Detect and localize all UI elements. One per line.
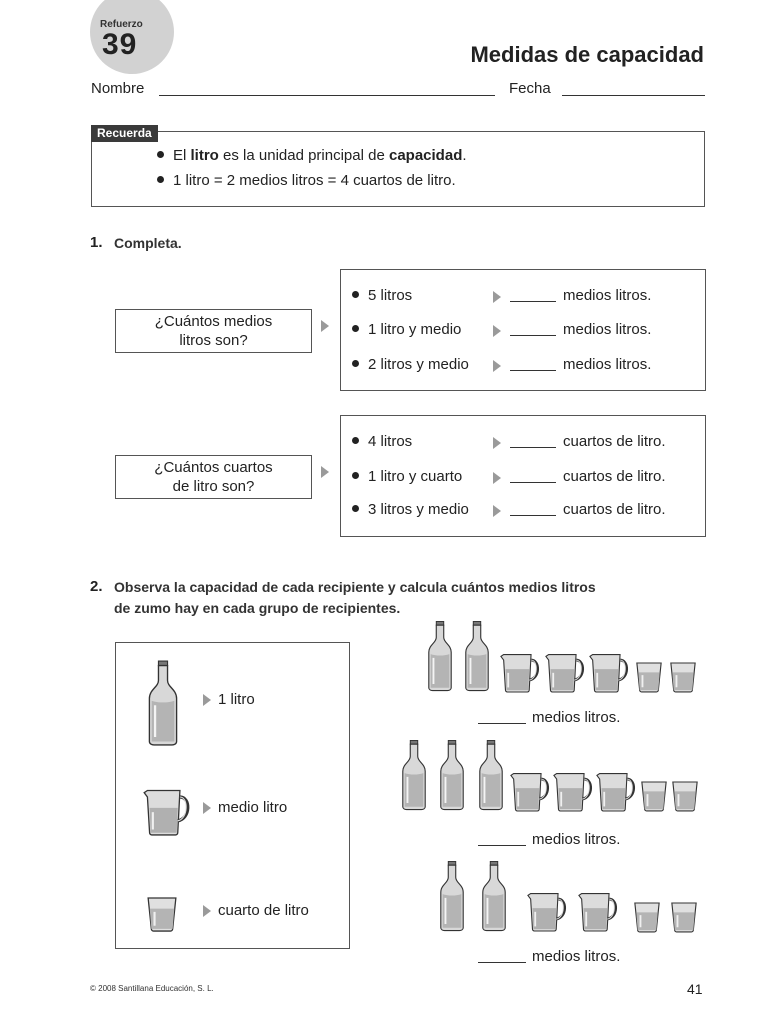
- amount-row: 4 litros: [352, 433, 412, 450]
- date-field[interactable]: [562, 95, 705, 96]
- amount-row: 1 litro y cuarto: [352, 468, 462, 485]
- bullet-icon: [157, 151, 164, 158]
- bottle-icon: [426, 618, 454, 694]
- name-label: Nombre: [91, 80, 145, 97]
- unit-label: medios litros.: [563, 321, 652, 338]
- unit-label: medios litros.: [563, 356, 652, 373]
- glass-icon: [669, 660, 697, 694]
- glass-icon: [635, 660, 663, 694]
- unit-label: cuartos de litro.: [563, 433, 666, 450]
- amount-row: 2 litros y medio: [352, 356, 469, 373]
- arrow-right-icon: [493, 359, 501, 377]
- page-number: 41: [687, 981, 703, 997]
- exercise-1-number: 1.: [90, 234, 103, 251]
- answer-blank[interactable]: [478, 950, 526, 968]
- amount-row: 5 litros: [352, 287, 412, 304]
- arrow-right-icon: [203, 904, 211, 922]
- amount-row: 1 litro y medio: [352, 321, 461, 338]
- answer-blank[interactable]: [478, 711, 526, 729]
- arrow-right-icon: [493, 504, 501, 522]
- bottle-icon: [438, 858, 466, 934]
- arrow-right-icon: [203, 801, 211, 819]
- page-title: Medidas de capacidad: [470, 42, 704, 67]
- bottle-icon: [477, 737, 505, 813]
- answer-blank[interactable]: [510, 470, 556, 488]
- pitcher-icon: [553, 767, 595, 813]
- unit-label: cuartos de litro.: [563, 501, 666, 518]
- answer-blank[interactable]: [510, 435, 556, 453]
- glass-icon: [671, 779, 699, 813]
- arrow-right-icon: [321, 319, 329, 337]
- exercise-2-instruction-2: de zumo hay en cada grupo de recipientes.: [114, 600, 401, 616]
- glass-icon: [633, 900, 661, 934]
- bottle-icon: [146, 656, 180, 750]
- bottle-icon: [463, 618, 491, 694]
- unit-label: cuartos de litro.: [563, 468, 666, 485]
- bullet-icon: [157, 176, 164, 183]
- pitcher-icon: [143, 784, 193, 836]
- arrow-right-icon: [493, 290, 501, 308]
- unit-label: medios litros.: [563, 287, 652, 304]
- remember-box: [91, 131, 705, 207]
- pitcher-icon: [527, 886, 569, 934]
- remember-line-2: 1 litro = 2 medios litros = 4 cuartos de litro.: [157, 172, 456, 189]
- badge-label: Refuerzo: [100, 19, 143, 30]
- exercise-2-instruction-1: Observa la capacidad de cada recipiente y calcula cuántos medios litros: [114, 579, 596, 595]
- bottle-icon: [438, 737, 466, 813]
- answer-blank[interactable]: [510, 358, 556, 376]
- bottle-icon: [400, 737, 428, 813]
- answer-label: medios litros.: [532, 948, 621, 965]
- legend-label: 1 litro: [218, 691, 255, 708]
- date-label: Fecha: [509, 80, 551, 97]
- arrow-right-icon: [493, 324, 501, 342]
- arrow-right-icon: [493, 436, 501, 454]
- glass-icon: [670, 900, 698, 934]
- answer-blank[interactable]: [510, 323, 556, 341]
- legend-label: medio litro: [218, 799, 288, 816]
- question-box-halves: ¿Cuántos medios litros son?: [115, 309, 312, 353]
- arrow-right-icon: [321, 465, 329, 483]
- glass-icon: [640, 779, 668, 813]
- pitcher-icon: [500, 648, 542, 694]
- arrow-right-icon: [493, 471, 501, 489]
- name-field[interactable]: [159, 95, 495, 96]
- answer-blank[interactable]: [510, 289, 556, 307]
- pitcher-icon: [545, 648, 587, 694]
- remember-line-1: El litro es la unidad principal de capacidad.: [157, 147, 467, 164]
- badge-number: 39: [102, 28, 138, 61]
- pitcher-icon: [578, 886, 620, 934]
- amount-row: 3 litros y medio: [352, 501, 469, 518]
- exercise-2-number: 2.: [90, 578, 103, 595]
- pitcher-icon: [589, 648, 631, 694]
- bottle-icon: [480, 858, 508, 934]
- copyright: © 2008 Santillana Educación, S. L.: [90, 984, 214, 993]
- answer-label: medios litros.: [532, 831, 621, 848]
- exercise-1-instruction: Completa.: [114, 235, 182, 251]
- remember-tag: Recuerda: [91, 125, 158, 142]
- answer-label: medios litros.: [532, 709, 621, 726]
- answer-blank[interactable]: [510, 503, 556, 521]
- pitcher-icon: [510, 767, 552, 813]
- pitcher-icon: [596, 767, 638, 813]
- question-box-quarters: ¿Cuántos cuartos de litro son?: [115, 455, 312, 499]
- legend-label: cuarto de litro: [218, 902, 309, 919]
- glass-icon: [146, 895, 178, 933]
- answer-blank[interactable]: [478, 833, 526, 851]
- arrow-right-icon: [203, 693, 211, 711]
